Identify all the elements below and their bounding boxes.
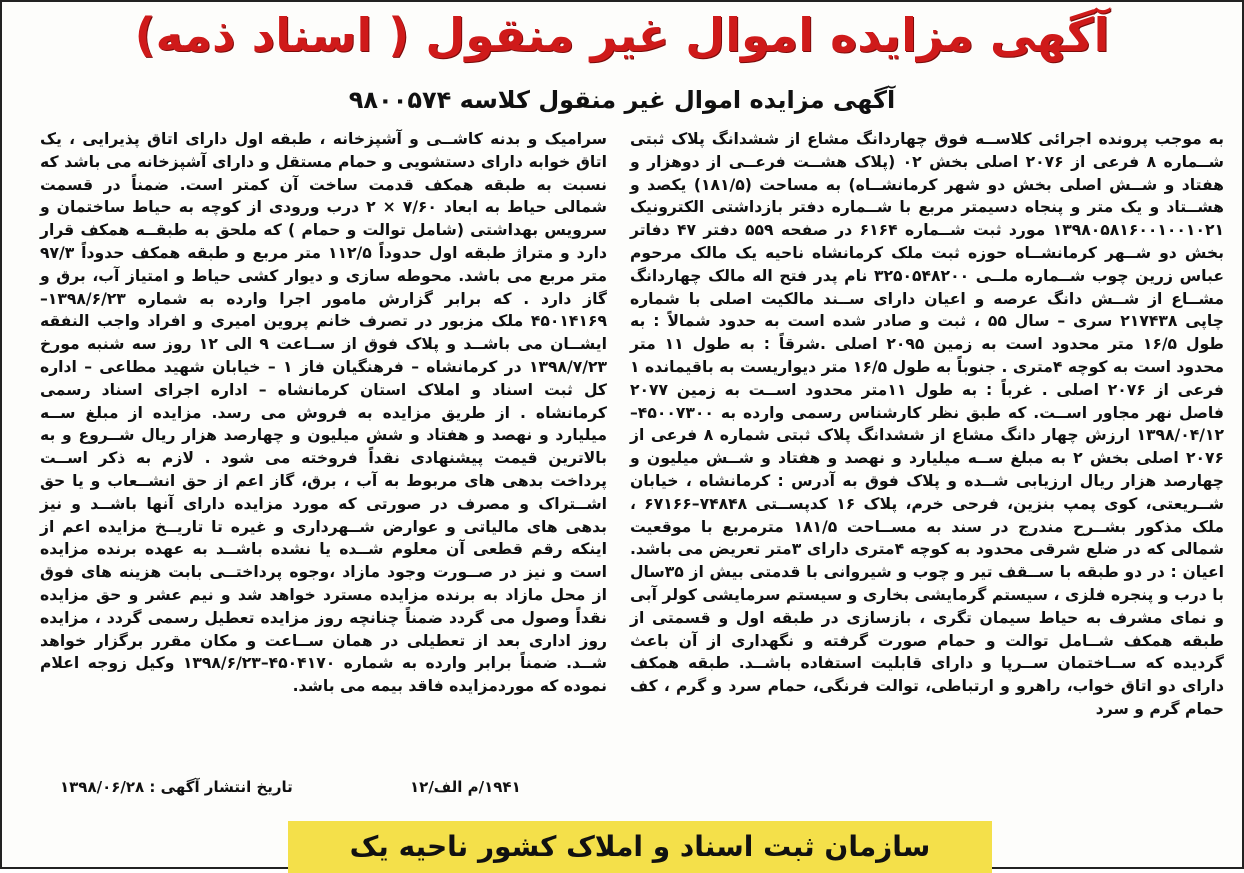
left-column-text: سرامیک و بدنه کاشــی و آشپزخانه ، طبقه اول دارای اتاق پذیرایی ، یک اتاق خوابه دارای دستشویی و حمام مستقل و دارای آشپزخانه می باشد که نسبت به طبقه همکف قدمت ساخت آن کمتر است. ضمناً در قسمت شمالی حیاط به ابعاد ۷/۶۰ × ۲ درب ورودی از کوچه به حیاط ساختمان و سرویس بهداشتی (شامل توالت و حمام ) که ملحق به طبقــه همکف قرار دارد و متراژ طبقه اول حدوداً ۱۱۲/۵ متر مربع و طبقه همکف حدوداً ۹۷/۳ متر مربع می باشد. محوطه سازی و دیوار کشی حیاط و امتیاز آب، برق و گاز دارد . که برابر گزارش مامور اجرا وارده به شماره ۱۳۹۸/۶/۲۳–۴۵۰۱۴۱۶۹ ملک مزبور در تصرف خانم پروین امیری و افراد واجب النفقه ایشــان می باشــد و پلاک فوق از ســاعت ۹ الی ۱۲ روز سه شنبه مورخ ۱۳۹۸/۷/۲۳ در کرمانشاه – فرهنگیان فاز ۱ – خیابان شهید مطاعی – اداره کل ثبت اسناد و املاک استان کرمانشاه – اداره اجرای اسناد رسمی کرمانشاه . از طریق مزایده به فروش می رسد. مزایده از مبلغ ســه میلیارد و نهصد و هفتاد و شش میلیون و چهارصد هزار ریال شــروع و به بالاترین قیمت پیشنهادی نقداً فروخته می شود . لازم به ذکر اســت پرداخت بدهی های مربوط به آب ، برق، گاز اعم از حق انشــعاب و یا حق اشــتراک و مصرف در صورتی که مورد مزایده دارای آنها باشــد و نیز بدهی های مالیاتی و عوارض شــهرداری و غیره تا تاریــخ مزایده اعم از اینکه رقم قطعی آن معلوم شــده یا نشده باشــد به عهده برنده مزایده است و نیز در صــورت وجود مازاد ،وجوه پرداختــی بابت هزینه های فوق از محل مازاد به برنده مزایده مسترد خواهد شد و نیم عشر و حق مزایده نقداً وصول می گردد ضمناً چنانچه روز مزایده تعطیل رسمی گردد ، مزایده روز اداری بعد از تعطیلی در همان ســاعت و مکان مقرر برگزار خواهد شــد. ضمناً برابر وارده به شماره ۴۵۰۴۱۷۰–۱۳۹۸/۶/۲۳ وکیل زوجه اعلام نموده که موردمزایده فاقد بیمه می باشد. [40,130,608,696]
notice-subtitle: آگهی مزایده اموال غیر منقول کلاسه ۹۸۰۰۵۷۴ [348,86,896,114]
organization-banner: سازمان ثبت اسناد و املاک کشور ناحیه یک [288,821,992,873]
right-text-column [630,128,1224,721]
notice-title: آگهی مزایده اموال غیر منقول ( اسناد ذمه) [134,8,1110,62]
right-column-text: به موجب پرونده اجرائی کلاســه فوق چهاردانگ مشاع از ششدانگ پلاک ثبتی شــماره ۸ فرعی از ۲۰۷۶ اصلی بخش ۰۲ (پلاک هشــت فرعــی از دوهزار و هفتاد و شــش اصلی بخش دو شهر کرمانشــاه) به مساحت (۱۸۱/۵) یکصد و هشــتاد و یک متر و پنجاه دسیمتر مربع با شــماره دفتر بازداشتی الکترونیک ۱۳۹۸۰۵۸۱۶۰۰۱۰۰۱۰۲۱ مورد ثبت شــماره ۶۱۶۴ در صفحه ۵۵۹ دفتر ۴۷ دفاتر بخش دو شــهر کرمانشــاه حوزه ثبت ملک کرمانشاه ناحیه یک مالک مرحوم عباس زرین چوب شــماره ملــی ۳۲۵۰۵۴۸۲۰۰ نام پدر فتح اله مالک چهاردانگ مشــاع از شــش دانگ عرصه و اعیان دارای ســند مالکیت اصلی با شماره چاپی ۲۱۷۴۳۸ سری – سال ۵۵ ، ثبت و صادر شده است به حدود شمالاً : به طول ۱۶/۵ متر محدود است به زمین ۲۰۹۵ اصلی .شرقاً : به طول ۱۱ متر محدود است به کوچه ۴متری . جنوباً به طول ۱۶/۵ متر دیواریست به باقیمانده ۱ فرعی از ۲۰۷۶ اصلی . غرباً : به طول ۱۱متر محدود اســت به زمین ۲۰۷۷ فاصل نهر مجاور اســت. که طبق نظر کارشناس رسمی وارده به ۴۵۰۰۷۳۰۰– ۱۳۹۸/۰۴/۱۲ ارزش چهار دانگ مشاع از ششدانگ پلاک ثبتی شماره ۸ فرعی از ۲۰۷۶ اصلی بخش ۲ به مبلغ ســه میلیارد و نهصد و هفتاد و شــش میلیون و چهارصد هزار ریال ارزیابی شــده و پلاک فوق به آدرس : کرمانشاه ، خیابان شــریعتی، کوی پمپ بنزین، فرحی خرم، پلاک ۱۶ کدپســتی ۷۴۸۴۸–۶۷۱۶۶ ، ملک مذکور بشــرح مندرج در سند به مســاحت ۱۸۱/۵ مترمربع با موقعیت شمالی که در ضلع شرقی محدود به کوچه ۴متری دارای ۳متر تعریض می باشد. اعیان : در دو طبقه با ســقف تیر و چوب و شیروانی با قدمتی بیش از ۳۵سال با درب و پنجره فلزی ، سیستم گرمایشی بخاری و سیستم سرمایشی کولر آبی و نمای مشرف به حیاط سیمان تگری ، بازسازی در طبقه اول و قسمتی از طبقه همکف شــامل توالت و حمام صورت گرفته و نگهداری از آن باعث گردیده که ســاختمان ســرپا و دارای قابلیت استفاده باشــد. طبقه همکف دارای دو اتاق خواب، راهرو و ارتباطی، توالت فرنگی، حمام سرد و گرم ، کف حمام گرم و سرد [630,130,1225,718]
reference-code: ۱۹۴۱/م الف/۱۲ [410,778,521,796]
left-text-column [40,128,607,698]
publish-date: تاریخ انتشار آگهی : ۱۳۹۸/۰۶/۲۸ [60,778,293,796]
